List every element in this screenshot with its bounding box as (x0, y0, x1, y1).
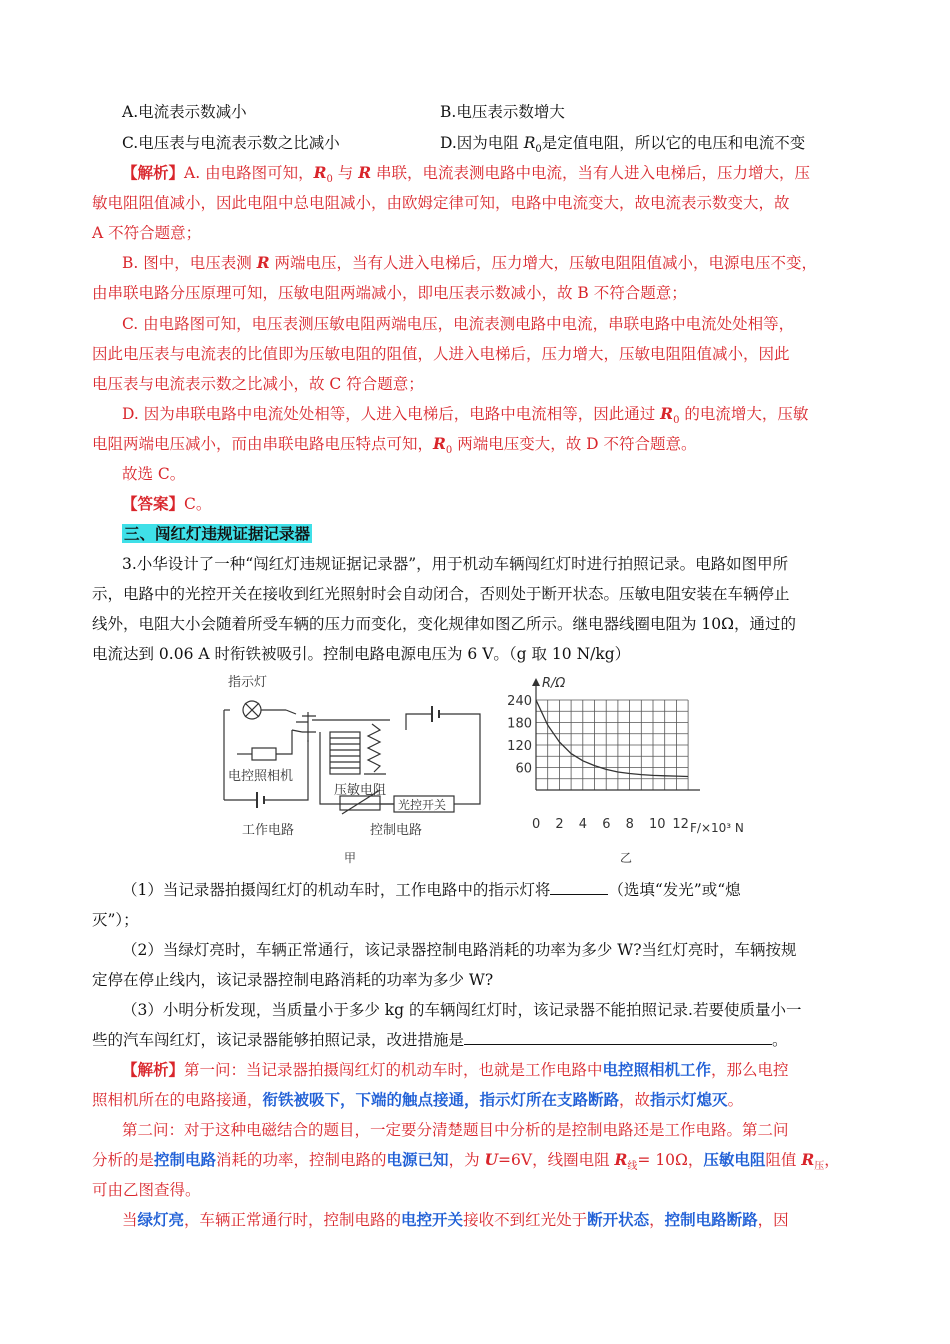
analysis2-line6: 当绿灯亮，车辆正常通行时，控制电路的电控开关接收不到红光处于断开状态，控制电路断路，因 (122, 1210, 789, 1229)
analysis2-line5: 可由乙图查得。 (92, 1181, 201, 1199)
resistance-force-chart (500, 672, 770, 868)
y-tick-label: 180 (507, 716, 532, 732)
section-heading: 三、闯红灯违规证据记录器 (124, 524, 311, 543)
part3-line1: （3）小明分析发现，当质量小于多少 kg 的车辆闯红灯时，该记录器不能拍照记录.若要使质量小一 (122, 1001, 802, 1019)
circuit-caption: 甲 (344, 851, 357, 865)
work-circuit-label: 工作电路 (242, 823, 295, 838)
x-tick-label: 8 (625, 817, 634, 832)
indicator-label: 指示灯 (228, 675, 268, 690)
analysis-a-line2: 敏电阻阻值减小，因此电阻中总电阻减小，由欧姆定律可知，电路中电流变大，故电流表示数变大，故 (92, 194, 790, 212)
question-line2: 示，电路中的光控开关在接收到红光照射时会自动闭合，否则处于断开状态。压敏电阻安装在车辆停止 (92, 585, 790, 603)
x-axis-label: F/×10³ N (690, 821, 744, 835)
option-a: A.电流表示数减小 (122, 103, 247, 121)
y-axis-label: R/Ω (542, 676, 566, 691)
x-tick-label: 10 (649, 817, 666, 832)
spring-icon (368, 724, 380, 772)
analysis-c-line2: 因此电压表与电流表的比值即为压敏电阻的阻值，人进入电梯后，压力增大，压敏电阻阻值减小，因此 (92, 345, 790, 363)
analysis2-line1: 【解析】第一问：当记录器拍摄闯红灯的机动车时，也就是工作电路中电控照相机工作，那么电控 (122, 1060, 789, 1079)
y-axis-arrow-icon (532, 678, 540, 686)
x-tick-label: 0 (532, 817, 541, 832)
camera-label: 电控照相机 (228, 769, 294, 784)
analysis-b-line2: 由串联电路分压原理可知，压敏电阻两端减小，即电压表示数减小，故 B 不符合题意； (92, 284, 687, 302)
chart-caption: 乙 (620, 851, 633, 865)
question-line1: 3.小华设计了一种“闯红灯违规证据记录器”，用于机动车辆闯红灯时进行拍照记录。电路如图甲所 (122, 555, 789, 573)
circuit-diagram (212, 672, 492, 868)
y-tick-label: 60 (515, 761, 532, 777)
blank-1[interactable] (550, 880, 608, 895)
light-switch-label: 光控开关 (398, 798, 447, 812)
analysis-a-line3: A 不符合题意； (92, 224, 202, 242)
camera-resistor-icon (252, 748, 276, 760)
pressure-resistor-label: 压敏电阻 (334, 783, 387, 798)
analysis2-line2: 照相机所在的电路接通，衔铁被吸下，下端的触点接通，指示灯所在支路断路，故指示灯熄灭。 (92, 1090, 744, 1109)
x-tick-label: 4 (578, 817, 588, 832)
option-d: D.因为电阻 $R_0$是定值电阻，所以它的电压和电流不变 (440, 134, 806, 156)
part2-line1: （2）当绿灯亮时，车辆正常通行，该记录器控制电路消耗的功率为多少 W?当红灯亮时，车辆按规 (122, 941, 797, 959)
question-line4: 电流达到 0.06 A 时衔铁被吸引。控制电路电源电压为 6 V。（g 取 10 N/kg） (92, 645, 631, 663)
x-tick-label: 6 (602, 817, 611, 832)
y-tick-label: 240 (507, 694, 532, 709)
analysis-c-line3: 电压表与电流表示数之比减小，故 C 符合题意； (92, 375, 424, 393)
part2-line2: 定停在停止线内，该记录器控制电路消耗的功率为多少 W? (92, 971, 494, 989)
part1-line2: 灭”）； (92, 911, 139, 929)
analysis-d-line2: 电阻两端电压减小，而由串联电路电压特点可知，$R_0$ 两端电压变大，故 D 不符合题意。 (92, 434, 697, 457)
answer-line: 【答案】C。 (122, 494, 212, 513)
option-b: B.电压表示数增大 (440, 103, 565, 121)
option-c: C.电压表与电流表示数之比减小 (122, 134, 340, 152)
control-circuit-label: 控制电路 (370, 823, 423, 838)
part1-line1: （1）当记录器拍摄闯红灯的机动车时，工作电路中的指示灯将 （选填“发光”或“熄 (122, 881, 741, 899)
analysis-b-line1: B. 图中，电压表测 R 两端电压，当有人进入电梯后，压力增大，压敏电阻阻值减小，电源电压不变， (122, 253, 818, 272)
x-tick-label: 2 (555, 817, 564, 832)
analysis-d-line1: D. 因为串联电路中电流处处相等，人进入电梯后，电路中电流相等，因此通过 $R_0$ 的电流增大，压敏 (122, 404, 809, 427)
question-line3: 线外，电阻大小会随着所受车辆的压力而变化，变化规律如图乙所示。继电器线圈电阻为 10Ω，通过的 (92, 615, 797, 633)
analysis2-line4: 分析的是控制电路消耗的功率，控制电路的电源已知，为 U=6V，线圈电阻 $R_线= 10\Omega$，压敏电阻阻值 $R_压$， (92, 1150, 840, 1173)
blank-3[interactable] (464, 1030, 772, 1045)
y-tick-label: 120 (507, 739, 532, 754)
part3-line2: 些的汽车闯红灯，该记录器能够拍照记录，改进措施是 。 (92, 1031, 788, 1049)
analysis-choose: 故选 C。 (122, 465, 186, 483)
analysis-a-line1: 【解析】A. 由电路图可知，$R_0$ 与 R 串联，电流表测电路中电流，当有人进入电梯后，压力增大，压 (122, 163, 811, 186)
analysis2-line3: 第二问：对于这种电磁结合的题目，一定要分清楚题目中分析的是控制电路还是工作电路。第二问 (122, 1121, 789, 1139)
x-tick-label: 12 (672, 817, 689, 832)
analysis-c-line1: C. 由电路图可知，电压表测压敏电阻两端电压，电流表测电路中电流，串联电路中电流处处相等， (122, 315, 795, 333)
